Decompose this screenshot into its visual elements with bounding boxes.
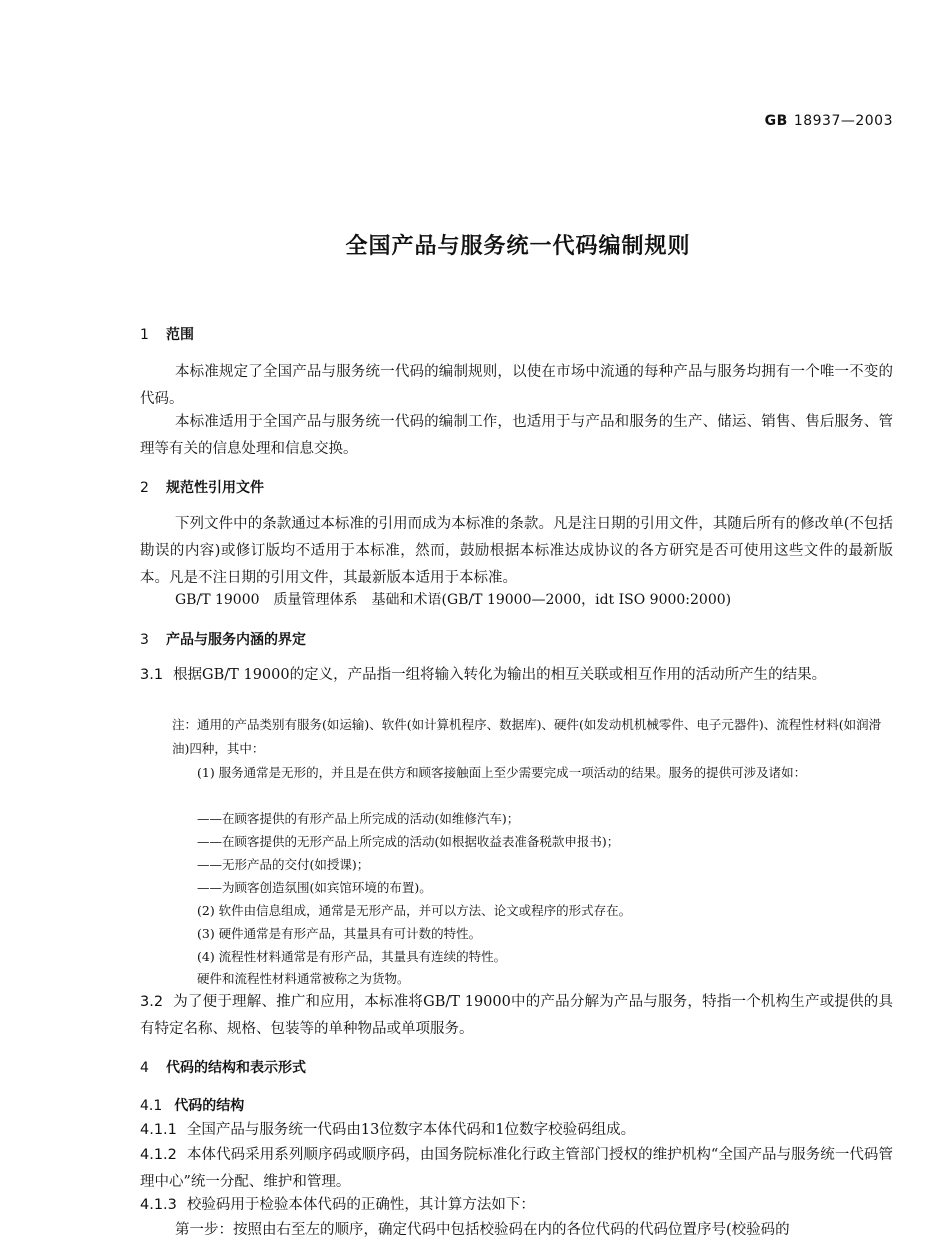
section-1-paragraph-2: 本标准适用于全国产品与服务统一代码的编制工作，也适用于与产品和服务的生产、储运、销售、售后服务、管理等有关的信息处理和信息交换。	[140, 414, 893, 457]
section-2-heading	[140, 477, 893, 497]
section-1-paragraph-1: 本标准规定了全国产品与服务统一代码的编制规则，以使在市场中流通的每种产品与服务均拥有一个唯一不变的代码。	[140, 364, 893, 407]
clause-text: 根据GB/T 19000的定义，产品指一组将输入转化为输出的相互关联或相互作用的活动所产生的结果。	[173, 667, 827, 683]
note-item-1c: ——无形产品的交付(如授课)；	[197, 857, 370, 872]
note-item-4: (4) 流程性材料通常是有形产品，其量具有连续的特性。	[197, 949, 507, 964]
section-title: 代码的结构和表示形式	[166, 1060, 306, 1076]
clause-number: 3.2	[140, 994, 164, 1010]
note-intro	[172, 713, 892, 761]
clause-number: 3.1	[140, 667, 164, 683]
note-text: 通用的产品类别有服务(如运输)、软件(如计算机程序、数据库)、硬件(如发动机机械零件、电子元器件)、流程性材料(如润滑油)四种，其中：	[172, 717, 882, 756]
clause-title: 代码的结构	[174, 1098, 245, 1114]
clause-number: 4.1.3	[140, 1197, 177, 1213]
clause-4-1-2	[140, 1142, 893, 1196]
clause-4-1-3	[140, 1192, 893, 1219]
note-item-1d: ——为顾客创造氛围(如宾馆环境的布置)。	[197, 880, 432, 895]
standard-code: 18937—2003	[793, 113, 893, 129]
clause-number: 4.1	[140, 1098, 163, 1114]
step-1-text: 第一步：按照由右至左的顺序，确定代码中包括校验码在内的各位代码的代码位置序号(校验码的	[175, 1222, 790, 1238]
note-item-1a: ——在顾客提供的有形产品上所完成的活动(如维修汽车)；	[197, 811, 520, 826]
note-item-1b: ——在顾客提供的无形产品上所完成的活动(如根据收益表准备税款申报书)；	[197, 834, 620, 849]
clause-3-1	[140, 662, 893, 689]
section-number: 4	[140, 1060, 149, 1076]
note-item-5: 硬件和流程性材料通常被称之为货物。	[197, 971, 410, 986]
clause-text: 全国产品与服务统一代码由13位数字本体代码和1位数字校验码组成。	[186, 1122, 636, 1138]
section-title: 规范性引用文件	[166, 480, 264, 496]
standard-prefix: GB	[764, 113, 788, 129]
clause-number: 4.1.1	[140, 1122, 177, 1138]
section-title: 产品与服务内涵的界定	[166, 632, 306, 648]
clause-text: 为了便于理解、推广和应用，本标准将GB/T 19000中的产品分解为产品与服务，特指一个机构生产或提供的具有特定名称、规格、包装等的单种物品或单项服务。	[140, 994, 893, 1037]
clause-number: 4.1.2	[140, 1147, 177, 1163]
section-number: 3	[140, 632, 149, 648]
clause-text: 本体代码采用系列顺序码或顺序码，由国务院标准化行政主管部门授权的维护机构“全国产品与服务统一代码管理中心”统一分配、维护和管理。	[140, 1147, 893, 1190]
clause-4-1-1	[140, 1117, 893, 1144]
section-number: 2	[140, 480, 149, 496]
reference-name: 质量管理体系	[273, 592, 358, 608]
section-2-paragraph-1: 下列文件中的条款通过本标准的引用而成为本标准的条款。凡是注日期的引用文件，其随后所有的修改单(不包括勘误的内容)或修订版均不适用于本标准，然而，鼓励根据本标准达成协议的各方研究是否可使用这些文件的最新版本。凡是不注日期的引用文件，其最新版本适用于本标准。	[140, 516, 893, 586]
document-title: 全国产品与服务统一代码编制规则	[345, 234, 691, 259]
note-item-3: (3) 硬件通常是有形产品，其量具有可计数的特性。	[197, 926, 482, 941]
section-number: 1	[140, 327, 149, 343]
section-4-heading	[140, 1057, 893, 1077]
clause-4-1-heading	[140, 1095, 893, 1115]
reference-code: GB/T 19000	[175, 592, 260, 608]
reference-detail: 基础和术语(GB/T 19000—2000，idt ISO 9000:2000)	[371, 592, 732, 608]
normative-reference	[140, 587, 928, 613]
section-3-heading	[140, 629, 893, 649]
section-1-heading	[140, 324, 893, 344]
note-item-1: (1) 服务通常是无形的，并且是在供方和顾客接触面上至少需要完成一项活动的结果。服务的提供可涉及诸如：	[197, 765, 807, 780]
note-label: 注：	[172, 717, 198, 732]
clause-text: 校验码用于检验本体代码的正确性，其计算方法如下：	[186, 1197, 535, 1213]
section-title: 范围	[166, 327, 194, 343]
clause-3-2	[140, 989, 893, 1043]
standard-number	[765, 113, 893, 129]
note-item-2: (2) 软件由信息组成，通常是无形产品，并可以方法、论文或程序的形式存在。	[197, 903, 632, 918]
